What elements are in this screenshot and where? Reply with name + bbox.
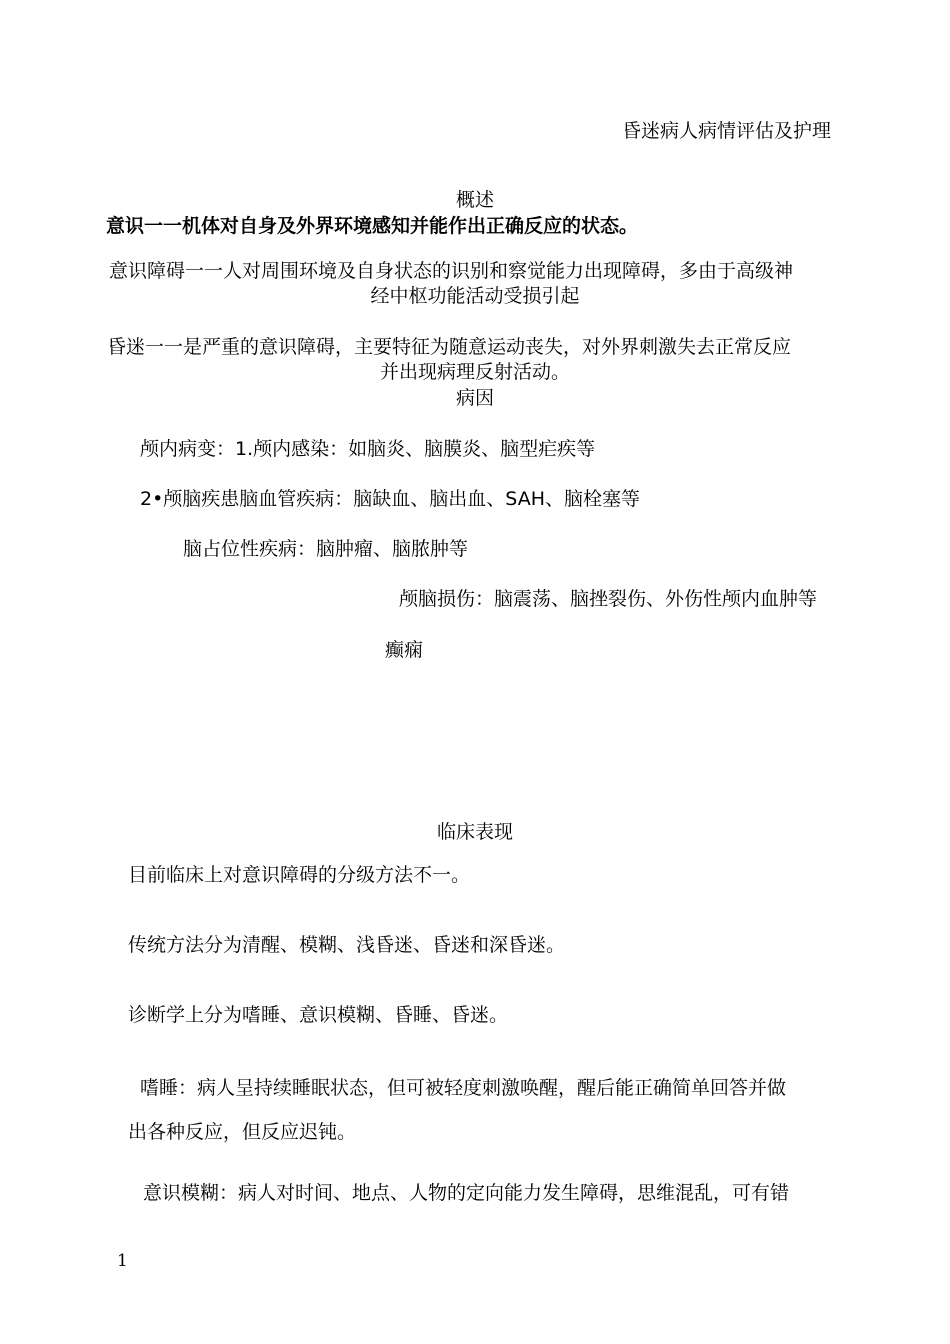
drowsiness-line-2: 出各种反应，但反应迟钝。	[128, 1121, 357, 1143]
section-heading-overview: 概述	[455, 189, 494, 211]
cause-item-1: 颅内病变：1.颅内感染：如脑炎、脑膜炎、脑型疟疾等	[140, 438, 596, 460]
definition-disorder-line-2: 经中枢功能活动受损引起	[370, 285, 580, 307]
cause-item-4: 颅脑损伤：脑震荡、脑挫裂伤、外伤性颅内血肿等	[399, 588, 818, 610]
definition-consciousness: 意识一一机体对自身及外界环境感知并能作出正确反应的状态。	[106, 215, 639, 237]
section-heading-cause: 病因	[455, 387, 494, 409]
cause-item-2: 2•颅脑疾患脑血管疾病：脑缺血、脑出血、SAH、脑栓塞等	[140, 488, 640, 510]
page-number: 1	[117, 1251, 128, 1271]
document-title: 昏迷病人病情评估及护理	[622, 120, 832, 142]
definition-coma-line-2: 并出现病理反射活动。	[379, 361, 570, 383]
section-heading-clinical: 临床表现	[436, 821, 513, 843]
confusion-line-1: 意识模糊：病人对时间、地点、人物的定向能力发生障碍，思维混乱，可有错	[143, 1182, 790, 1204]
clinical-paragraph-1: 目前临床上对意识障碍的分级方法不一。	[128, 864, 471, 886]
cause-item-3: 脑占位性疾病：脑肿瘤、脑脓肿等	[183, 538, 469, 560]
cause-item-5: 癫痫	[385, 639, 424, 661]
clinical-paragraph-2: 传统方法分为清醒、模糊、浅昏迷、昏迷和深昏迷。	[128, 934, 566, 956]
drowsiness-line-1: 嗜睡：病人呈持续睡眠状态，但可被轻度刺激唤醒，醒后能正确简单回答并做	[140, 1077, 787, 1099]
definition-disorder-line-1: 意识障碍一一人对周围环境及自身状态的识别和察觉能力出现障碍，多由于高级神	[109, 260, 794, 282]
clinical-paragraph-3: 诊断学上分为嗜睡、意识模糊、昏睡、昏迷。	[128, 1004, 509, 1026]
definition-coma-line-1: 昏迷一一是严重的意识障碍，主要特征为随意运动丧失，对外界刺激失去正常反应	[107, 336, 792, 358]
